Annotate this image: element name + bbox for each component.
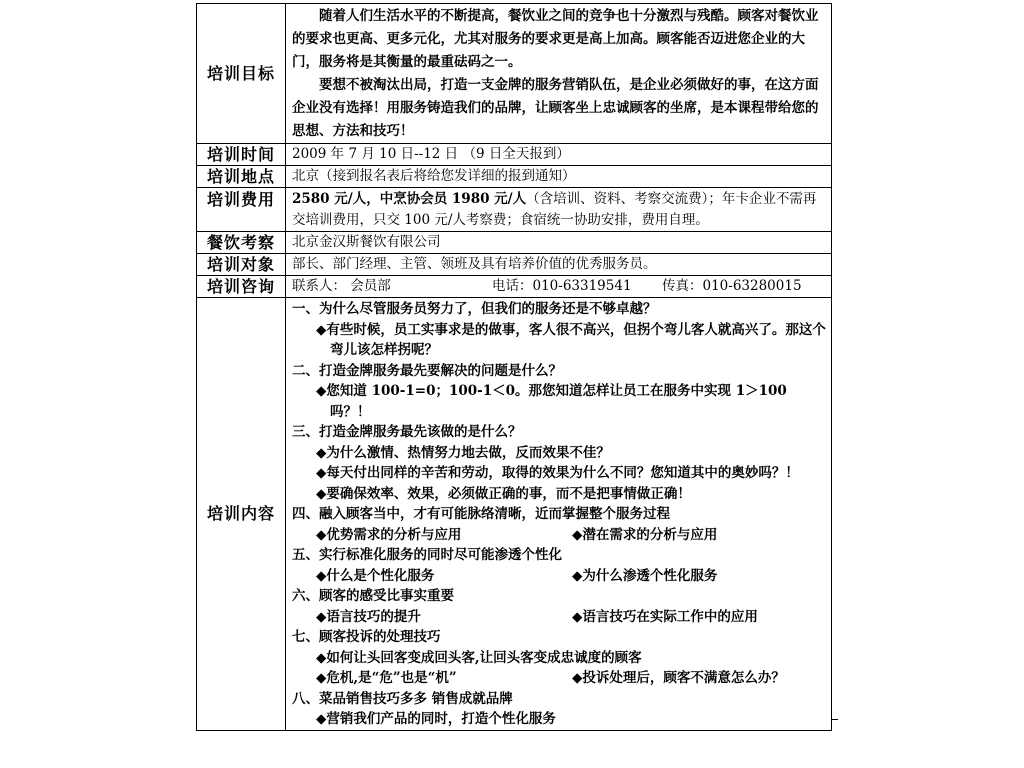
value-visit: 北京金汉斯餐饮有限公司 [286,232,832,254]
section-6-bullet-2: ◆语言技巧在实际工作中的应用 [572,608,758,625]
label-goal: 培训目标 [197,4,286,144]
fee-price: 2580 元/人，中烹协会员 1980 元/人 [292,190,527,207]
section-5-bullets [316,566,827,587]
section-7-bullet-3: ◆投诉处理后，顾客不满意怎么办？ [572,670,785,686]
consult-contact: 联系人： 会员部 [292,278,391,294]
label-fee: 培训费用 [197,188,286,232]
row-time [197,144,832,166]
section-6-bullet-1: ◆语言技巧的提升 [316,608,421,625]
section-8-bullet-1: ◆营销我们产品的同时，打造个性化服务 [316,711,556,727]
section-5-bullet-1: ◆什么是个性化服务 [316,567,435,584]
goal-paragraph-2: 要想不被淘汰出局，打造一支金牌的服务营销队伍，是企业必须做好的事，在这方面企业没有选择！用服务铸造我们的品牌，让顾客坐上忠诚顾客的坐席，是本课程带给您的思想、方法和技巧！ [292,77,819,139]
label-consult: 培训咨询 [197,276,286,298]
section-5-bullet-2: ◆为什么渗透个性化服务 [572,567,718,584]
goal-paragraph-1: 随着人们生活水平的不断提高，餐饮业之间的竞争也十分激烈与残酷。顾客对餐饮业的要求也更高、更多元化，尤其对服务的要求更是高上加高。顾客能否迈进您企业的大门，服务将是其衡量的最重砝码之一。 [292,8,819,70]
section-4-heading: 四、融入顾客当中，才有可能脉络清晰，近而掌握整个服务过程 [292,506,670,522]
value-place: 北京（接到报名表后将给您发详细的报到通知） [286,166,832,188]
section-3-bullet-1: ◆为什么激情、热情努力地去做，反而效果不佳？ [316,444,610,461]
consult-phone: 电话：010-63319541 [492,278,632,294]
section-3-heading: 三、打造金牌服务最先该做的是什么？ [292,424,522,440]
label-visit: 餐饮考察 [197,232,286,254]
row-consult [197,276,832,298]
section-2-bullet-1: ◆您知道 100-1=0；100-1＜0。那您知道怎样让员工在服务中实现 1＞100 吗？！ [316,383,787,420]
section-6-heading: 六、顾客的感受比事实重要 [292,588,454,604]
row-content [197,298,832,731]
section-7-bullet-1: ◆如何让头回客变成回头客,让回头客变成忠诚度的顾客 [316,649,642,666]
value-consult [286,276,832,298]
row-visit [197,232,832,254]
label-time: 培训时间 [197,144,286,166]
row-target [197,254,832,276]
consult-fax: 传真：010-63280015 [662,278,802,294]
section-1-bullet-1: ◆有些时候，员工实事求是的做事，客人很不高兴，但拐个弯儿客人就高兴了。那这个弯儿该怎样拐呢？ [316,321,826,358]
section-4-bullets [316,525,827,546]
section-1-heading: 一、为什么尽管服务员努力了，但我们的服务还是不够卓越？ [292,301,657,317]
label-content: 培训内容 [197,298,286,731]
value-target: 部长、部门经理、主管、领班及具有培养价值的优秀服务员。 [286,254,832,276]
label-target: 培训对象 [197,254,286,276]
section-7-bullets [316,668,827,689]
training-info-table [196,3,832,731]
row-fee [197,188,832,232]
fee-details: （含培训、资料、考察交流费）；年卡企业不需再交培训费用，只交 100 元/人考察费；食宿统一协助安排，费用自理。 [292,190,817,228]
label-place: 培训地点 [197,166,286,188]
row-place [197,166,832,188]
section-3-bullet-2: ◆每天付出同样的辛苦和劳动，取得的效果为什么不同？您知道其中的奥妙吗？！ [316,465,799,481]
section-3-bullet-3: ◆要确保效率、效果，必须做正确的事，而不是把事情做正确！ [316,485,691,502]
value-time: 2009 年 7 月 10 日--12 日 （9 日全天报到） [286,144,832,166]
row-goal [197,4,832,144]
section-4-bullet-2: ◆潜在需求的分析与应用 [572,526,718,543]
section-4-bullet-1: ◆优势需求的分析与应用 [316,526,462,543]
section-7-heading: 七、顾客投诉的处理技巧 [292,629,441,645]
value-goal [286,4,832,144]
section-7-bullet-2: ◆危机,是“危”也是“机” [316,670,457,686]
section-2-heading: 二、打造金牌服务最先要解决的问题是什么？ [292,362,562,379]
section-8-heading: 八、菜品销售技巧多多 销售成就品牌 [292,690,513,707]
section-5-heading: 五、实行标准化服务的同时尽可能渗透个性化 [292,547,562,563]
section-6-bullets [316,607,827,628]
page-corner-mark [831,719,838,726]
value-fee [286,188,832,232]
value-content [286,298,832,731]
